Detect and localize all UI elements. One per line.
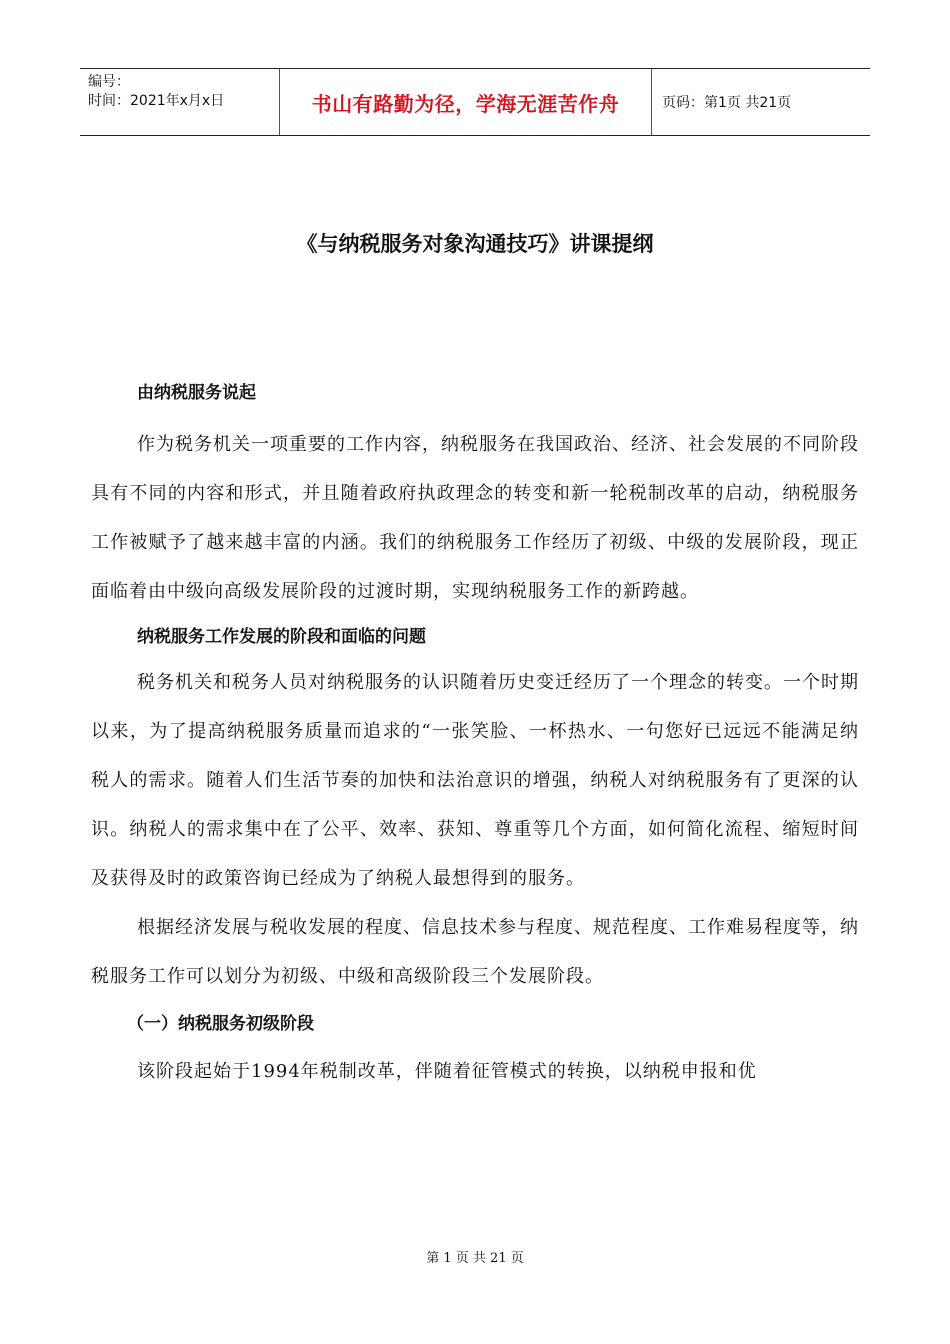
paragraph: 税务机关和税务人员对纳税服务的认识随着历史变迁经历了一个理念的转变。一个时期以来，为了提高纳税服务质量而追求的“一张笑脸、一杯热水、一句您好已远远不能满足纳税人的需求。随着人们生活节奏的加快和法治意识的增强，纳税人对纳税服务有了更深的认识。纳税人的需求集中在了公平、效率、获知、尊重等几个方面，如何简化流程、缩短时间及获得及时的政策咨询已经成为了纳税人最想得到的服务。 — [91, 672, 859, 889]
paragraph: 作为税务机关一项重要的工作内容，纳税服务在我国政治、经济、社会发展的不同阶段具有不同的内容和形式，并且随着政府执政理念的转变和新一轮税制改革的启动，纳税服务工作被赋予了越来越丰富的内涵。我们的纳税服务工作经历了初级、中级的发展阶段，现正面临着由中级向高级发展阶段的过渡时期，实现纳税服务工作的新跨越。 — [91, 434, 859, 602]
page-footer: 第 1 页 共 21 页 — [426, 1251, 524, 1266]
page-info: 页码：第1页 共21页 — [662, 95, 792, 111]
section-heading: （一）纳税服务初级阶段 — [127, 1014, 314, 1034]
paragraph: 根据经济发展与税收发展的程度、信息技术参与程度、规范程度、工作难易程度等，纳税服务工作可以划分为初级、中级和高级阶段三个发展阶段。 — [91, 917, 859, 987]
header-meta — [80, 69, 280, 135]
document-body — [91, 378, 859, 1096]
document-title: 《与纳税服务对象沟通技巧》讲课提纲 — [296, 232, 654, 256]
date-label: 时间：2021年x月x日 — [88, 93, 225, 109]
header-table — [80, 68, 870, 136]
number-label: 编号： — [88, 74, 130, 90]
section-heading: 由纳税服务说起 — [137, 383, 256, 403]
paragraph: 该阶段起始于1994年税制改革，伴随着征管模式的转换，以纳税申报和优 — [137, 1061, 757, 1082]
motto: 书山有路勤为径，学海无涯苦作舟 — [280, 69, 652, 135]
section-heading: 纳税服务工作发展的阶段和面临的问题 — [137, 627, 426, 647]
